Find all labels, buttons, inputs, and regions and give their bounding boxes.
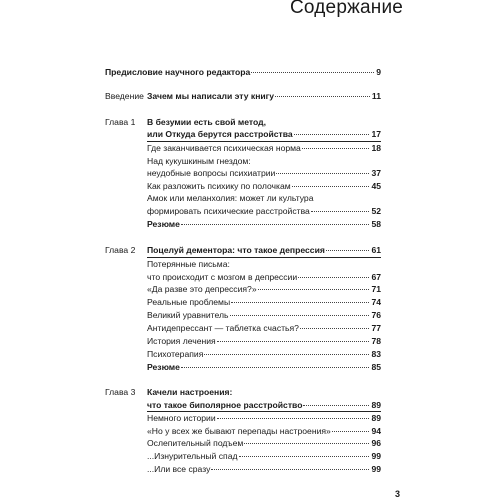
toc-item-text: «Но у всех же бывают перепады настроения» — [147, 426, 331, 436]
toc-item-text: Психотерапия — [147, 349, 204, 359]
dot-leader — [302, 148, 370, 149]
toc-item-page: 52 — [371, 206, 381, 216]
toc-item[interactable] — [147, 296, 381, 308]
dot-leader — [300, 328, 369, 329]
toc-item-text: Над кукушкиным гнездом: — [147, 156, 251, 166]
toc-item-page: 76 — [371, 310, 381, 320]
toc-item-summary[interactable] — [147, 361, 381, 373]
toc-item[interactable] — [147, 412, 381, 424]
dot-leader — [211, 469, 369, 470]
chapter-3-title-text1: Качели настроения: — [147, 387, 233, 397]
dot-leader — [294, 134, 370, 135]
toc-intro-text: Зачем мы написали эту книгу — [147, 91, 275, 101]
toc-item[interactable] — [147, 335, 381, 347]
toc-item-text: Ослепительный подъем — [147, 438, 244, 448]
toc-item[interactable] — [147, 283, 381, 295]
chapter-1-title-text1: В безумии есть свой метод, — [147, 117, 267, 127]
toc-item-text: Реальные проблемы — [147, 297, 231, 307]
toc-item-text: Где заканчивается психическая норма — [147, 143, 301, 153]
toc-item[interactable] — [147, 192, 313, 204]
toc-item[interactable] — [147, 258, 230, 270]
toc-item[interactable] — [147, 180, 381, 192]
dot-leader — [332, 431, 370, 432]
chapter-3-title-text2: что такое биполярное расстройство — [147, 400, 303, 410]
toc-item[interactable] — [147, 309, 381, 321]
toc-chapter-3[interactable] — [147, 399, 381, 411]
toc-item-page: 78 — [371, 336, 381, 346]
chapter-3-title-line1 — [147, 386, 232, 398]
toc-item-text: Великий уравнитель — [147, 310, 229, 320]
chapter-1-page: 17 — [371, 129, 381, 139]
chapter-2-title-text1: Поцелуй дементора: что такое депрессия — [147, 245, 325, 255]
toc-item-page: 96 — [371, 438, 381, 448]
toc-foreword[interactable] — [105, 66, 381, 78]
toc-item[interactable] — [147, 322, 381, 334]
toc-item-page: 58 — [371, 219, 381, 229]
dot-leader — [231, 302, 369, 303]
toc-item-text: Амок или меланхолия: может ли культура — [147, 193, 314, 203]
toc-item[interactable] — [147, 155, 251, 167]
dot-leader — [181, 224, 370, 225]
dot-leader — [292, 186, 370, 187]
toc-item-page: 37 — [371, 168, 381, 178]
dot-leader — [230, 315, 370, 316]
intro-label: Введение — [105, 91, 144, 101]
toc-item-text: ...Изнурительный спад — [147, 451, 238, 461]
toc-item-summary[interactable] — [147, 218, 381, 230]
toc-item-page: 89 — [371, 413, 381, 423]
dot-leader — [181, 367, 370, 368]
dot-leader — [276, 173, 369, 174]
toc-intro-page: 11 — [371, 91, 381, 101]
dot-leader — [217, 418, 370, 419]
page-title: Содержание — [290, 0, 404, 18]
chapter-1-title-line1 — [147, 116, 266, 128]
toc-intro[interactable] — [147, 90, 381, 102]
toc-item-text: Резюме — [147, 219, 180, 229]
dot-leader — [298, 277, 369, 278]
toc-item-text: Потерянные письма: — [147, 259, 230, 269]
toc-item-page: 77 — [371, 323, 381, 333]
toc-item[interactable] — [147, 142, 381, 154]
dot-leader — [326, 250, 370, 251]
toc-item-text: что происходит с мозгом в депрессии — [147, 272, 298, 282]
toc-item-page: 67 — [371, 272, 381, 282]
toc-chapter-1[interactable] — [147, 128, 381, 140]
page-number: 3 — [395, 489, 401, 499]
dot-leader — [204, 354, 369, 355]
toc-item[interactable] — [147, 167, 381, 179]
toc-item-page: 18 — [371, 143, 381, 153]
toc-item-page: 94 — [371, 426, 381, 436]
chapter-3-label: Глава 3 — [105, 387, 136, 397]
dot-leader — [275, 96, 370, 97]
toc-item-page: 71 — [371, 284, 381, 294]
toc-item[interactable] — [147, 348, 381, 360]
toc-item-page: 99 — [371, 451, 381, 461]
toc-item[interactable] — [147, 437, 381, 449]
toc-item-page: 45 — [371, 181, 381, 191]
toc-item[interactable] — [147, 205, 381, 217]
toc-item-text: Резюме — [147, 362, 180, 372]
dot-leader — [251, 72, 374, 73]
toc-item-text: ...Или все сразу — [147, 464, 211, 474]
toc-chapter-2[interactable] — [147, 244, 381, 256]
dot-leader — [239, 456, 370, 457]
dot-leader — [244, 443, 369, 444]
toc-item-text: неудобные вопросы психиатрии — [147, 168, 276, 178]
toc-item-text: Как разложить психику по полочкам — [147, 181, 291, 191]
toc-foreword-text: Предисловие научного редактора — [105, 67, 251, 77]
chapter-2-label: Глава 2 — [105, 245, 136, 255]
toc-item[interactable] — [147, 425, 381, 437]
toc-item-text: Немного истории — [147, 413, 216, 423]
toc-foreword-page: 9 — [376, 67, 381, 77]
toc-item[interactable] — [147, 463, 381, 475]
toc-item-text: формировать психические расстройства — [147, 206, 310, 216]
toc-item-text: Антидепрессант — таблетка счастья? — [147, 323, 299, 333]
dot-leader — [258, 289, 370, 290]
toc-item[interactable] — [147, 450, 381, 462]
dot-leader — [303, 405, 369, 406]
dot-leader — [311, 211, 370, 212]
toc-item-text: История лечения — [147, 336, 216, 346]
toc-item[interactable] — [147, 271, 381, 283]
toc-item-page: 74 — [371, 297, 381, 307]
toc-item-page: 85 — [371, 362, 381, 372]
dot-leader — [217, 341, 370, 342]
toc-item-text: «Да разве это депрессия?» — [147, 284, 257, 294]
toc-item-page: 83 — [371, 349, 381, 359]
chapter-1-label: Глава 1 — [105, 117, 136, 127]
chapter-1-title-text2: или Откуда берутся расстройства — [147, 129, 293, 139]
toc-item-page: 99 — [371, 464, 381, 474]
chapter-3-page: 89 — [371, 400, 381, 410]
chapter-2-page: 61 — [371, 245, 381, 255]
